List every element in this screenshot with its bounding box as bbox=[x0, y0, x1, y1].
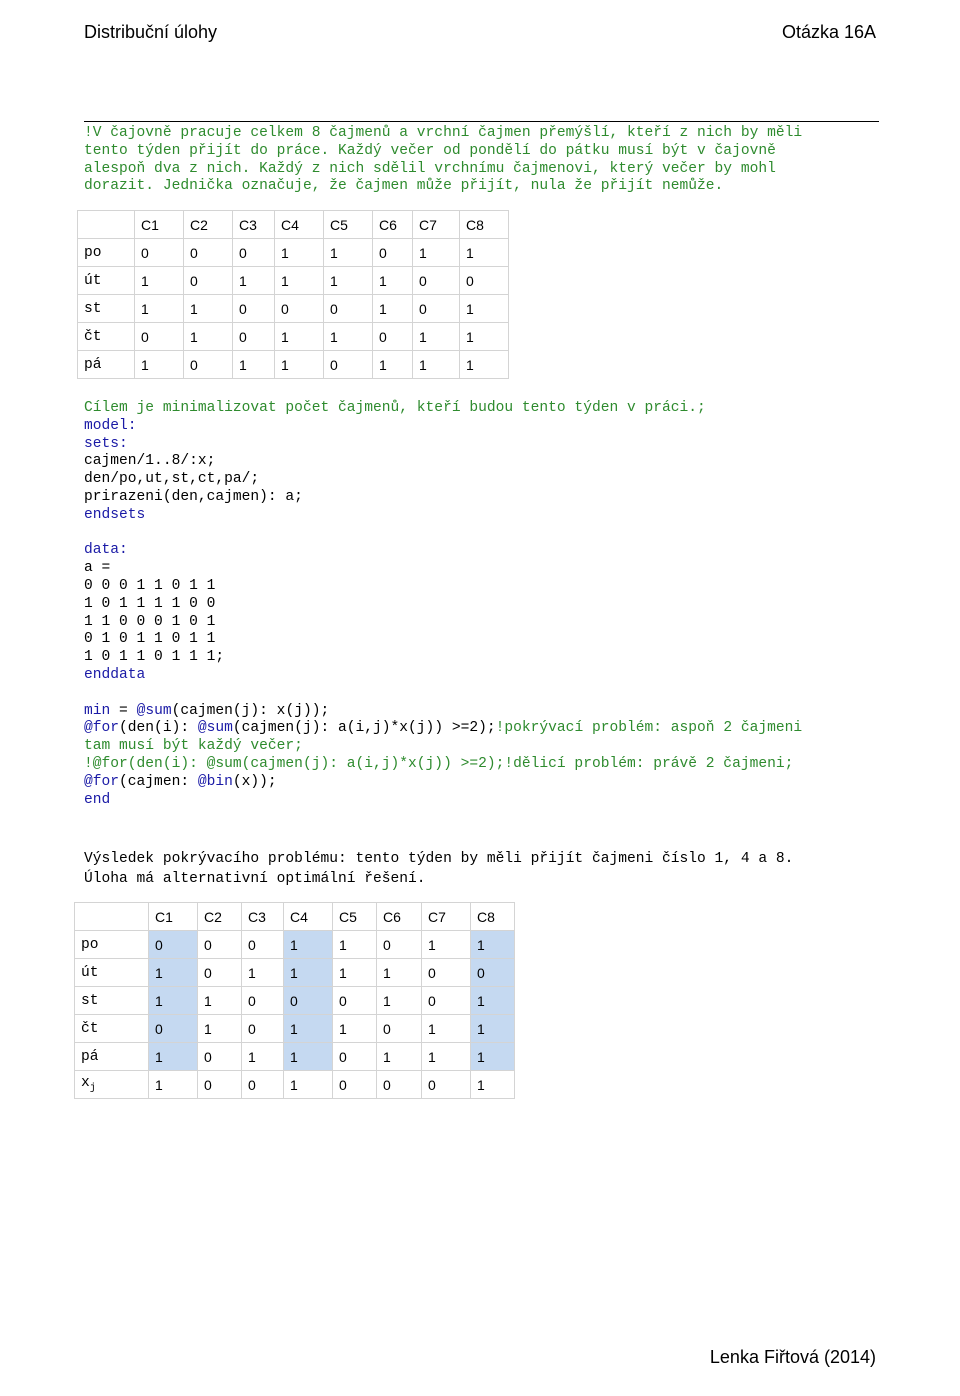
column-header: C5 bbox=[324, 211, 373, 239]
table-cell: 0 bbox=[184, 239, 233, 267]
table-corner bbox=[78, 211, 135, 239]
table-cell: 1 bbox=[149, 1043, 198, 1071]
availability-table bbox=[77, 210, 509, 379]
table-cell: 1 bbox=[413, 323, 460, 351]
table-cell: 1 bbox=[373, 267, 413, 295]
lingo-code bbox=[84, 400, 802, 809]
table-cell: 1 bbox=[275, 267, 324, 295]
data-row: 1 0 1 1 0 1 1 1; bbox=[84, 649, 225, 666]
table-cell: 1 bbox=[377, 1043, 422, 1071]
endsets-keyword: endsets bbox=[84, 506, 146, 523]
table-cell: 1 bbox=[471, 1043, 515, 1071]
table-cell: 1 bbox=[324, 323, 373, 351]
table-cell: 0 bbox=[377, 1015, 422, 1043]
table-cell: 1 bbox=[471, 1071, 515, 1099]
header-rule bbox=[84, 121, 879, 122]
table-row bbox=[78, 351, 509, 379]
result-line: Úloha má alternativní optimální řešení. bbox=[84, 871, 426, 887]
table-header-row bbox=[75, 903, 515, 931]
table-cell: 0 bbox=[422, 1071, 471, 1099]
column-header: C1 bbox=[149, 903, 198, 931]
table-cell: 1 bbox=[373, 295, 413, 323]
table-cell: 0 bbox=[324, 295, 373, 323]
table-row bbox=[78, 323, 509, 351]
table-cell: 0 bbox=[333, 1043, 377, 1071]
column-header: C6 bbox=[373, 211, 413, 239]
xj-label-sub: j bbox=[89, 1082, 96, 1094]
table-cell: 0 bbox=[333, 1071, 377, 1099]
table-cell: 1 bbox=[422, 1015, 471, 1043]
table-row bbox=[78, 239, 509, 267]
table-cell: 1 bbox=[135, 295, 184, 323]
table-cell: 1 bbox=[135, 351, 184, 379]
table-row bbox=[75, 987, 515, 1015]
table-row bbox=[75, 959, 515, 987]
header-question: Otázka 16A bbox=[781, 22, 876, 42]
table-cell: 1 bbox=[275, 351, 324, 379]
row-label: st bbox=[75, 987, 149, 1015]
for-expr: (cajmen: bbox=[119, 773, 198, 790]
table-cell: 1 bbox=[413, 239, 460, 267]
table-cell: 1 bbox=[198, 987, 242, 1015]
table-row bbox=[78, 267, 509, 295]
table-cell: 0 bbox=[377, 931, 422, 959]
table-cell: 0 bbox=[460, 267, 509, 295]
table-cell: 0 bbox=[184, 351, 233, 379]
table-cell: 0 bbox=[413, 295, 460, 323]
table-cell: 0 bbox=[149, 1015, 198, 1043]
table-cell: 0 bbox=[233, 295, 275, 323]
set-line: cajmen/1..8/:x; bbox=[84, 453, 216, 470]
column-header: C3 bbox=[242, 903, 284, 931]
table-cell: 1 bbox=[198, 1015, 242, 1043]
model-keyword: model: bbox=[84, 417, 137, 434]
table-cell: 1 bbox=[284, 1043, 333, 1071]
table-cell: 1 bbox=[324, 267, 373, 295]
table-cell: 1 bbox=[460, 295, 509, 323]
table-cell: 0 bbox=[242, 1071, 284, 1099]
sum-keyword: @sum bbox=[136, 702, 172, 719]
table-cell: 1 bbox=[422, 931, 471, 959]
table-cell: 1 bbox=[284, 959, 333, 987]
xj-label-base: x bbox=[81, 1075, 90, 1092]
table-cell: 0 bbox=[198, 1071, 242, 1099]
table-cell: 0 bbox=[471, 959, 515, 987]
sum-keyword: @sum bbox=[197, 720, 233, 737]
data-row: 0 1 0 1 1 0 1 1 bbox=[84, 631, 216, 648]
table-cell: 1 bbox=[149, 987, 198, 1015]
table-cell: 0 bbox=[333, 987, 377, 1015]
partition-comment: !@for(den(i): @sum(cajmen(j): a(i,j)*x(j)) >=2);!dělicí problém: právě 2 čajmeni; bbox=[84, 755, 794, 772]
for-keyword: @for bbox=[84, 773, 120, 790]
column-header: C1 bbox=[135, 211, 184, 239]
table-cell: 1 bbox=[377, 959, 422, 987]
bin-expr: (x)); bbox=[232, 773, 277, 790]
table-cell: 1 bbox=[284, 1015, 333, 1043]
binary-line bbox=[84, 774, 802, 792]
table-cell: 1 bbox=[471, 931, 515, 959]
table-cell: 1 bbox=[275, 323, 324, 351]
table-cell: 1 bbox=[233, 267, 275, 295]
table-cell: 0 bbox=[184, 267, 233, 295]
table-cell: 1 bbox=[460, 351, 509, 379]
min-eq: = bbox=[110, 702, 137, 719]
table-row bbox=[75, 1043, 515, 1071]
table-cell: 0 bbox=[233, 323, 275, 351]
author-footer: Lenka Fiřtová (2014) bbox=[709, 1347, 876, 1367]
table-cell: 1 bbox=[184, 323, 233, 351]
column-header: C2 bbox=[198, 903, 242, 931]
sum-expr: (cajmen(j): a(i,j)*x(j)) >=2); bbox=[232, 720, 496, 737]
table-cell: 1 bbox=[242, 1043, 284, 1071]
solution-table bbox=[74, 902, 515, 1099]
table-cell: 0 bbox=[324, 351, 373, 379]
column-header: C6 bbox=[377, 903, 422, 931]
page-header bbox=[84, 22, 876, 52]
header-title: Distribuční úlohy bbox=[84, 22, 218, 42]
table-cell: 0 bbox=[377, 1071, 422, 1099]
row-label: po bbox=[75, 931, 149, 959]
table-corner bbox=[75, 903, 149, 931]
table-cell: 1 bbox=[149, 959, 198, 987]
column-header: C5 bbox=[333, 903, 377, 931]
table-cell: 0 bbox=[242, 987, 284, 1015]
table-cell: 0 bbox=[149, 931, 198, 959]
row-label: út bbox=[75, 959, 149, 987]
table-cell: 0 bbox=[198, 959, 242, 987]
table-cell: 1 bbox=[242, 959, 284, 987]
column-header: C8 bbox=[460, 211, 509, 239]
table-cell: 1 bbox=[135, 267, 184, 295]
data-row: 0 0 0 1 1 0 1 1 bbox=[84, 577, 216, 594]
row-label bbox=[75, 1071, 149, 1099]
intro-line: !V čajovně pracuje celkem 8 čajmenů a vrchní čajmen přemýšlí, kteří z nich by měli bbox=[84, 125, 803, 141]
row-label: čt bbox=[75, 1015, 149, 1043]
table-cell: 0 bbox=[422, 987, 471, 1015]
data-assign: a = bbox=[84, 560, 111, 577]
row-label: pá bbox=[78, 351, 135, 379]
for-expr: (den(i): bbox=[119, 720, 198, 737]
goal-comment: Cílem je minimalizovat počet čajmenů, kteří budou tento týden v práci.; bbox=[84, 400, 706, 416]
table-cell: 0 bbox=[198, 1043, 242, 1071]
result-text bbox=[84, 849, 793, 889]
constraint-line bbox=[84, 720, 802, 738]
table-cell: 1 bbox=[333, 1015, 377, 1043]
table-cell: 1 bbox=[422, 1043, 471, 1071]
column-header: C4 bbox=[284, 903, 333, 931]
table-cell: 1 bbox=[275, 239, 324, 267]
table-cell: 1 bbox=[149, 1071, 198, 1099]
table-row bbox=[75, 1015, 515, 1043]
intro-text bbox=[84, 125, 802, 196]
solution-row bbox=[75, 1071, 515, 1099]
intro-line: tento týden přijít do práce. Každý večer od pondělí do pátku musí být v čajovně bbox=[84, 142, 776, 159]
table-cell: 1 bbox=[233, 351, 275, 379]
table-cell: 1 bbox=[373, 351, 413, 379]
sets-keyword: sets: bbox=[84, 435, 128, 452]
table-row bbox=[78, 295, 509, 323]
table-cell: 0 bbox=[373, 239, 413, 267]
table-cell: 1 bbox=[460, 239, 509, 267]
table-cell: 0 bbox=[275, 295, 324, 323]
covering-comment: !pokrývací problém: aspoň 2 čajmeni bbox=[495, 720, 803, 737]
table-cell: 1 bbox=[284, 1071, 333, 1099]
row-label: st bbox=[78, 295, 135, 323]
table-cell: 1 bbox=[284, 931, 333, 959]
bin-keyword: @bin bbox=[197, 773, 233, 790]
column-header: C7 bbox=[422, 903, 471, 931]
column-header: C7 bbox=[413, 211, 460, 239]
intro-line: alespoň dva z nich. Každý z nich sdělil vrchnímu čajmenovi, který večer by mohl bbox=[84, 160, 776, 177]
table-cell: 1 bbox=[333, 959, 377, 987]
table-cell: 0 bbox=[242, 931, 284, 959]
table-cell: 0 bbox=[135, 239, 184, 267]
table-cell: 0 bbox=[413, 267, 460, 295]
table-cell: 1 bbox=[460, 323, 509, 351]
data-row: 1 1 0 0 0 1 0 1 bbox=[84, 613, 216, 630]
table-cell: 0 bbox=[373, 323, 413, 351]
column-header: C3 bbox=[233, 211, 275, 239]
table-cell: 0 bbox=[422, 959, 471, 987]
min-keyword: min bbox=[84, 702, 111, 719]
table-cell: 0 bbox=[135, 323, 184, 351]
enddata-keyword: enddata bbox=[84, 666, 146, 683]
table-cell: 1 bbox=[184, 295, 233, 323]
min-expr: (cajmen(j): x(j)); bbox=[171, 702, 330, 719]
row-label: út bbox=[78, 267, 135, 295]
table-cell: 1 bbox=[413, 351, 460, 379]
table-cell: 1 bbox=[471, 987, 515, 1015]
table-cell: 1 bbox=[377, 987, 422, 1015]
column-header: C8 bbox=[471, 903, 515, 931]
table-cell: 0 bbox=[198, 931, 242, 959]
data-keyword: data: bbox=[84, 542, 128, 559]
column-header: C2 bbox=[184, 211, 233, 239]
for-keyword: @for bbox=[84, 720, 120, 737]
table-cell: 0 bbox=[233, 239, 275, 267]
table-header-row bbox=[78, 211, 509, 239]
table-cell: 1 bbox=[471, 1015, 515, 1043]
row-label: pá bbox=[75, 1043, 149, 1071]
covering-comment-cont: tam musí být každý večer; bbox=[84, 738, 303, 755]
table-cell: 0 bbox=[242, 1015, 284, 1043]
end-keyword: end bbox=[84, 791, 111, 808]
column-header: C4 bbox=[275, 211, 324, 239]
objective-line bbox=[84, 703, 802, 721]
table-row bbox=[75, 931, 515, 959]
table-cell: 1 bbox=[324, 239, 373, 267]
table-cell: 1 bbox=[333, 931, 377, 959]
row-label: po bbox=[78, 239, 135, 267]
set-line: prirazeni(den,cajmen): a; bbox=[84, 488, 303, 505]
table-cell: 0 bbox=[284, 987, 333, 1015]
row-label: čt bbox=[78, 323, 135, 351]
set-line: den/po,ut,st,ct,pa/; bbox=[84, 471, 260, 488]
data-row: 1 0 1 1 1 1 0 0 bbox=[84, 595, 216, 612]
intro-line: dorazit. Jednička označuje, že čajmen může přijít, nula že přijít nemůže. bbox=[84, 178, 724, 195]
result-line: Výsledek pokrývacího problému: tento týden by měli přijít čajmeni číslo 1, 4 a 8. bbox=[84, 851, 794, 867]
